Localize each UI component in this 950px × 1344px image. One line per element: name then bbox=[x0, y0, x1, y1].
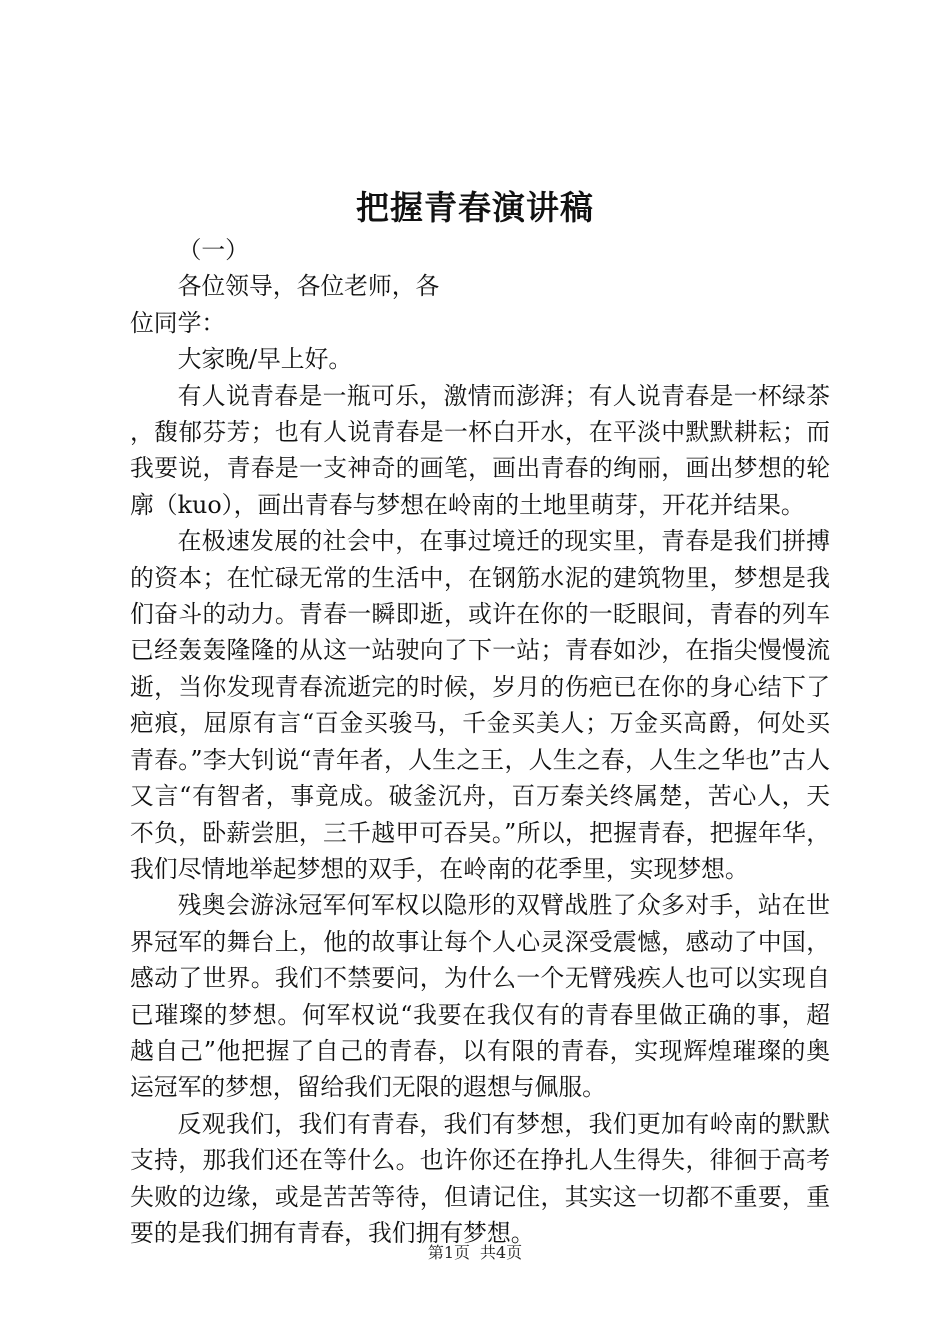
section-number: （一） bbox=[177, 236, 249, 264]
document-title: 把握青春演讲稿 bbox=[356, 188, 594, 227]
page-number: 第1页 bbox=[427, 1243, 470, 1262]
document-body bbox=[130, 232, 830, 1251]
page-footer bbox=[0, 1242, 950, 1264]
paragraph: 有人说青春是一瓶可乐，激情而澎湃；有人说青春是一杯绿茶，馥郁芬芳；也有人说青春是一杯白开水，在平淡中默默耕耘；而我要说，青春是一支神奇的画笔，画出青春的绚丽，画出梦想的轮廓（kuo），画出青春与梦想在岭南的土地里萌芽，开花并结果。 bbox=[130, 381, 830, 519]
salutation: 各位领导，各位老师，各位同学： bbox=[130, 272, 440, 337]
paragraph: 反观我们，我们有青春，我们有梦想，我们更加有岭南的默默支持，那我们还在等什么。也许你还在挣扎人生得失，徘徊于高考失败的边缘，或是苦苦等待，但请记住，其实这一切都不重要，重要的是我们拥有青春，我们拥有梦想。 bbox=[130, 1109, 830, 1247]
paragraph: 残奥会游泳冠军何军权以隐形的双臂战胜了众多对手，站在世界冠军的舞台上，他的故事让每个人心灵深受震憾，感动了中国，感动了世界。我们不禁要问，为什么一个无臂残疾人也可以实现自已璀璨的梦想。何军权说“我要在我仅有的青春里做正确的事，超越自己”他把握了自己的青春，以有限的青春，实现辉煌璀璨的奥运冠军的梦想，留给我们无限的遐想与佩服。 bbox=[130, 891, 830, 1102]
paragraph: 在极速发展的社会中，在事过境迁的现实里，青春是我们拼搏的资本；在忙碌无常的生活中，在钢筋水泥的建筑物里，梦想是我们奋斗的动力。青春一瞬即逝，或许在你的一眨眼间，青春的列车已经轰轰隆隆的从这一站驶向了下一站；青春如沙，在指尖慢慢流逝，当你发现青春流逝完的时候，岁月的伤疤已在你的身心结下了疤痕，屈原有言“百金买骏马，千金买美人；万金买高爵，何处买青春。”李大钊说“青年者，人生之王，人生之春，人生之华也”古人又言“有智者，事竟成。破釜沉舟，百万秦关终属楚，苦心人，天不负，卧薪尝胆，三千越甲可吞吴。”所以，把握青春，把握年华，我们尽情地举起梦想的双手，在岭南的花季里，实现梦想。 bbox=[130, 527, 830, 883]
page-total: 共4页 bbox=[480, 1243, 523, 1262]
greeting: 大家晚/早上好。 bbox=[177, 345, 353, 374]
